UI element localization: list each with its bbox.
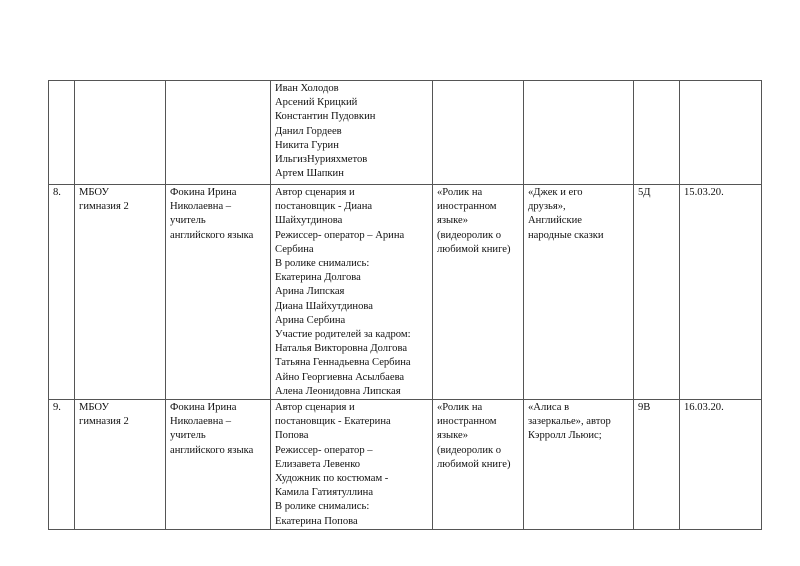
cell-participants [271,185,433,400]
participant-line: Режиссер- оператор – Арина [275,229,405,241]
cell-work [524,81,634,185]
participant-line: Екатерина Долгова [275,272,361,284]
participant-line: Иван Холодов [275,83,339,94]
participant-line: Попова [275,430,309,442]
participant-line: Арина Липская [275,286,345,298]
nomination-line: языке» [437,215,469,227]
cell-nomination [433,400,524,530]
cell-class: 9В [634,400,680,530]
participant-line: постановщик - Диана [275,201,373,213]
cell-school [75,185,166,400]
teacher-line: Николаевна – [170,416,232,428]
nomination-line: (видеоролик о [437,229,502,241]
cell-work [524,400,634,530]
nomination-line: любимой книге) [437,458,511,470]
participant-line: Екатерина Попова [275,515,358,527]
participant-line: Автор сценария и [275,402,355,414]
teacher-line: английского языка [170,444,254,456]
school-line: МБОУ [79,187,109,198]
participant-line: Участие родителей за кадром: [275,329,411,341]
school-line: МБОУ [79,402,109,414]
work-line: друзья», [528,201,566,213]
teacher-line: английского языка [170,229,254,241]
work-line: народные сказки [528,229,604,241]
participant-line: Диана Шайхутдинова [275,300,373,312]
participant-line: Художник по костюмам - [275,473,389,485]
teacher-line: учитель [170,430,206,442]
nomination-line: иностранном [437,201,497,213]
work-line: зазеркалье», автор [528,416,611,428]
work-line: «Алиса в [528,402,570,414]
participant-line: Автор сценария и [275,187,355,198]
participant-line: Елизавета Левенко [275,458,361,470]
school-line: гимназия 2 [79,416,129,428]
cell-num: 9. [49,400,75,530]
participant-line: Никита Гурин [275,139,339,151]
cell-work [524,185,634,400]
table-row [49,81,762,185]
participant-line: Шайхутдинова [275,215,343,227]
nomination-line: иностранном [437,416,497,428]
nomination-line: (видеоролик о [437,444,502,456]
work-line: Английские [528,215,582,227]
nomination-line: «Ролик на [437,402,483,414]
cell-teacher [166,400,271,530]
teacher-line: Фокина Ирина [170,402,237,414]
participant-line: Алена Леонидовна Липская [275,385,401,397]
cell-num [49,81,75,185]
cell-nomination [433,185,524,400]
table-row [49,400,762,530]
participant-line: Данил Гордеев [275,125,342,137]
participant-line: Константин Пудовкин [275,111,376,123]
nomination-line: «Ролик на [437,187,483,198]
cell-teacher [166,185,271,400]
participant-line: постановщик - Екатерина [275,416,391,428]
participant-line: Татьяна Геннадьевна Сербина [275,357,411,369]
participant-line: Наталья Викторовна Долгова [275,343,408,355]
participant-line: Режиссер- оператор – [275,444,373,456]
participants-table [48,80,762,530]
nomination-line: языке» [437,430,469,442]
participant-line: Сербина [275,243,314,255]
cell-school [75,81,166,185]
cell-participants [271,400,433,530]
participant-line: В ролике снимались: [275,501,370,513]
cell-date [680,81,762,185]
cell-participants [271,81,433,185]
participant-line: В ролике снимались: [275,258,370,270]
teacher-line: Николаевна – [170,201,232,213]
cell-teacher [166,81,271,185]
cell-date: 16.03.20. [680,400,762,530]
teacher-line: учитель [170,215,206,227]
participant-line: Арина Сербина [275,314,346,326]
work-line: «Джек и его [528,187,583,198]
participant-line: ИльгизНурияхметов [275,154,368,166]
cell-nomination [433,81,524,185]
participant-line: Айно Георгиевна Асылбаева [275,371,405,383]
participant-line: Артем Шапкин [275,168,344,180]
participant-line: Камила Гатиятуллина [275,487,374,499]
teacher-line: Фокина Ирина [170,187,237,198]
cell-school [75,400,166,530]
school-line: гимназия 2 [79,201,129,213]
work-line: Кэрролл Льюис; [528,430,602,442]
table-row [49,185,762,400]
cell-date: 15.03.20. [680,185,762,400]
participant-line: Арсений Крицкий [275,97,358,109]
cell-num: 8. [49,185,75,400]
cell-class: 5Д [634,185,680,400]
cell-class [634,81,680,185]
nomination-line: любимой книге) [437,243,511,255]
